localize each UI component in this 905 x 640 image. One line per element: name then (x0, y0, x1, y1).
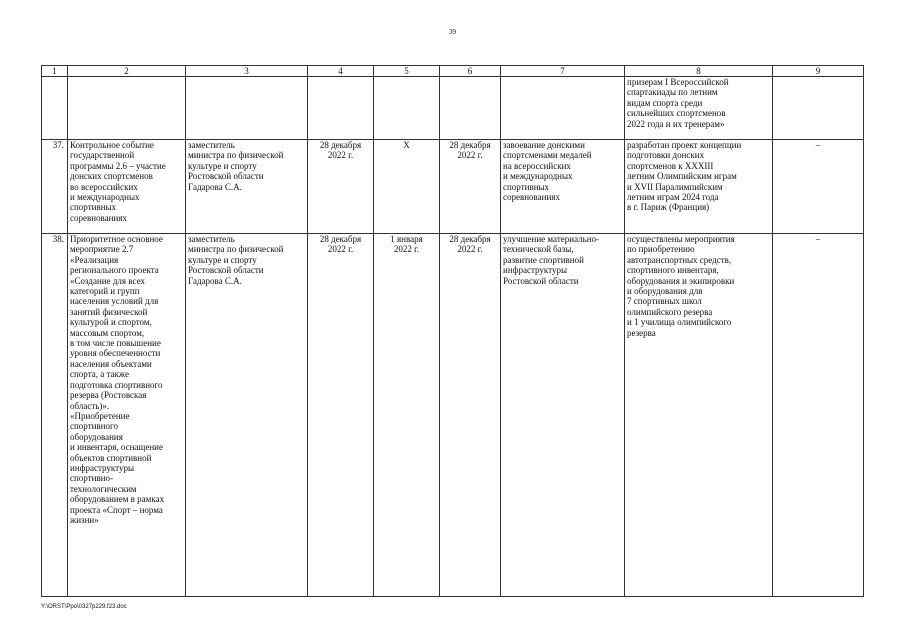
cell-text-line: государственной (70, 150, 135, 161)
cell-text-line: развитие спортивной (503, 254, 584, 265)
cell-col-9: – (773, 234, 864, 597)
report-table (41, 65, 864, 597)
cell-text-line: подготовки донских (627, 150, 705, 161)
cell-text-line: оборудованием в рамках (70, 494, 165, 505)
cell-text-line: программы 2.6 – участие (70, 160, 166, 171)
cell-text-line: 28 декабря (319, 234, 362, 244)
cell-text-line: соревнованиях (70, 212, 127, 223)
cell-col-3 (186, 140, 308, 234)
cell-text-line: Ростовской области (188, 265, 264, 276)
cell-text-line: Приоритетное основное (70, 234, 163, 244)
cell-text-line: культуре и спорту (188, 254, 257, 265)
cell-text-line: Контрольное событие (70, 140, 154, 150)
column-header-9: 9 (773, 66, 864, 77)
cell-text-line: уровня обеспеченности (70, 348, 161, 359)
cell-text-line: спортивного (70, 421, 118, 432)
cell-text-line: в том числе повышение (70, 338, 161, 349)
table-row (42, 234, 864, 597)
cell-col-2 (68, 77, 186, 140)
cell-col-6 (440, 234, 501, 597)
cell-text-line: массовым спортом, (70, 327, 145, 338)
cell-col-1: 38. (42, 234, 68, 597)
column-header-4: 4 (308, 66, 374, 77)
cell-text-line: улучшение материально- (503, 234, 600, 244)
cell-text-line: спортивных (503, 181, 550, 192)
cell-text-line: на всероссийских (503, 160, 571, 171)
cell-text-line: «Создание для всех (70, 275, 145, 286)
cell-col-3 (186, 234, 308, 597)
cell-text-line: 2022 г. (393, 244, 420, 255)
cell-text-line: Гадарова С.А. (188, 181, 242, 192)
cell-text-line: инфраструктуры (503, 265, 567, 276)
cell-text-line: 2022 г. (457, 244, 483, 255)
cell-text-line: донских спортсменов (70, 171, 153, 182)
cell-text-line: инфраструктуры (70, 462, 134, 473)
cell-text-line: и оборудования для (627, 286, 703, 297)
cell-text-line: завоевание донскими (503, 140, 585, 150)
cell-col-4 (308, 234, 374, 597)
cell-text-line: Ростовской области (188, 171, 264, 182)
cell-text-line: призерам I Всероссийской (627, 77, 729, 87)
cell-text-line: заместитель (188, 140, 235, 150)
cell-text-line: спортсменами медалей (503, 150, 592, 161)
cell-text-line: спортивно- (70, 473, 114, 484)
cell-text-line: область)». (70, 400, 110, 411)
cell-text-line: X (403, 140, 410, 150)
cell-col-7 (501, 234, 625, 597)
cell-text-line: и инвентаря, оснащение (70, 442, 163, 453)
cell-text-line: спорта, а также (70, 369, 129, 380)
cell-col-2 (68, 140, 186, 234)
cell-col-4 (308, 140, 374, 234)
cell-text-line: автотранспортных средств, (627, 254, 732, 265)
cell-text-line: объектов спортивной (70, 452, 152, 463)
cell-text-line: резерва (627, 327, 656, 338)
column-header-7: 7 (501, 66, 625, 77)
cell-text-line: и XVII Паралимпийским (627, 181, 723, 192)
column-header-6: 6 (440, 66, 501, 77)
cell-col-7 (501, 77, 625, 140)
cell-col-6 (440, 77, 501, 140)
cell-col-5 (374, 140, 440, 234)
cell-text-line: министра по физической (188, 150, 284, 161)
table-row (42, 140, 864, 234)
cell-col-9: – (773, 140, 864, 234)
cell-text-line: оборудования и экипировки (627, 275, 735, 286)
cell-col-8 (625, 140, 773, 234)
cell-text-line: технической базы, (503, 244, 574, 255)
cell-text-line: в г. Париж (Франция) (627, 202, 710, 213)
cell-text-line: и международных (70, 192, 140, 203)
cell-text-line: резерва (Ростовская (70, 390, 147, 401)
cell-text-line: 28 декабря (449, 234, 491, 244)
cell-text-line: подготовка спортивного (70, 379, 163, 390)
cell-text-line: 2022 г. (327, 244, 354, 255)
cell-text-line: соревнованиях (503, 192, 560, 203)
cell-text-line: 7 спортивных школ (627, 296, 702, 307)
cell-text-line: спортивного инвентаря, (627, 265, 719, 276)
cell-text-line: заместитель (188, 234, 235, 244)
cell-text-line: летним играм 2024 года (627, 192, 719, 203)
cell-text-line: «Реализация (70, 254, 119, 265)
cell-col-3 (186, 77, 308, 140)
cell-text-line: мероприятие 2.7 (70, 244, 134, 255)
header-row (42, 66, 864, 77)
cell-text-line: технологическим (70, 483, 137, 494)
page-number: 39 (449, 28, 456, 36)
cell-text-line: сильнейших спортсменов (627, 108, 726, 119)
cell-text-line: «Приобретение (70, 410, 130, 421)
cell-text-line: категорий и групп (70, 286, 140, 297)
cell-text-line: министра по физической (188, 244, 284, 255)
cell-text-line: проекта «Спорт – норма (70, 504, 163, 515)
cell-text-line: населения условий для (70, 296, 159, 307)
cell-col-6 (440, 140, 501, 234)
cell-text-line: Гадарова С.А. (188, 275, 242, 286)
cell-text-line: спортсменов к XXXIII (627, 160, 714, 171)
cell-text-line: жизни» (70, 514, 99, 525)
cell-col-5 (374, 77, 440, 140)
cell-col-7 (501, 140, 625, 234)
file-path-footer: Y:\ORST\Ppo\0327p229.f23.doc (41, 604, 127, 610)
column-header-5: 5 (374, 66, 440, 77)
cell-text-line: 1 января (390, 234, 423, 244)
column-header-8: 8 (625, 66, 773, 77)
cell-col-5 (374, 234, 440, 597)
cell-text-line: видам спорта среди (627, 97, 703, 108)
column-header-2: 2 (68, 66, 186, 77)
cell-col-1 (42, 77, 68, 140)
cell-text-line: 2022 г. (457, 150, 483, 161)
cell-text-line: регионального проекта (70, 265, 159, 276)
cell-text-line: 2022 г. (327, 150, 354, 161)
cell-text-line: занятий физической (70, 306, 148, 317)
cell-text-line: спартакиады по летним (627, 87, 718, 98)
column-header-3: 3 (186, 66, 308, 77)
cell-text-line: по приобретению (627, 244, 695, 255)
cell-col-8 (625, 234, 773, 597)
cell-text-line: 2022 года и их тренерам» (627, 118, 725, 129)
cell-col-4 (308, 77, 374, 140)
cell-text-line: 28 декабря (449, 140, 491, 150)
cell-text-line: и 1 училища олимпийского (627, 317, 732, 328)
cell-text-line: летним Олимпийским играм (627, 171, 737, 182)
cell-text-line: культурой и спортом, (70, 317, 152, 328)
cell-text-line: Ростовской области (503, 275, 579, 286)
cell-text-line: спортивных (70, 202, 117, 213)
cell-text-line: оборудования (70, 431, 123, 442)
cell-text-line: и международных (503, 171, 573, 182)
cell-text-line: разработан проект концепции (627, 140, 742, 150)
cell-col-2 (68, 234, 186, 597)
cell-col-9 (773, 77, 864, 140)
cell-text-line: во всероссийских (70, 181, 138, 192)
cell-text-line: олимпийского резерва (627, 306, 713, 317)
column-header-1: 1 (42, 66, 68, 77)
cell-text-line: населения объектами (70, 358, 152, 369)
cell-text-line: культуре и спорту (188, 160, 257, 171)
cell-text-line: осуществлены мероприятия (627, 234, 735, 244)
cell-text-line: 28 декабря (319, 140, 362, 150)
cell-col-1: 37. (42, 140, 68, 234)
cell-col-8 (625, 77, 773, 140)
table-row (42, 77, 864, 140)
